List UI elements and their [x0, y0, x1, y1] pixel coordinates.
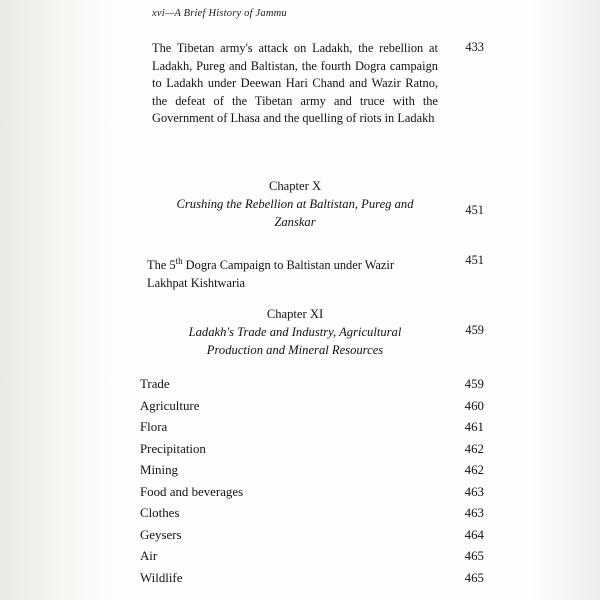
- chapter-number: Chapter XI: [266, 307, 324, 321]
- list-item-page-number: 462: [464, 463, 484, 477]
- list-item: [140, 485, 484, 507]
- list-item-label: Wildlife: [140, 570, 183, 585]
- list-item-label: Air: [140, 549, 158, 563]
- toc-entry-page-number: 451: [465, 253, 484, 267]
- toc-list: [140, 377, 484, 592]
- chapter-title-line-2: Zanskar: [274, 215, 316, 229]
- toc-entry-paragraph: The Tibetan army's attack on Ladakh, the rebellion at Ladakh, Pureg and Baltistan, the fourth Dogra campaign to Ladakh under Deewan Hari Chand and Wazir Ratno, the defeat of the Tibetan army and truce with the Government of Lhasa and the quelling of riots in Ladakh: [152, 41, 438, 126]
- list-item-page-number: 463: [464, 484, 484, 499]
- running-head: xvi—A Brief History of Jammu: [152, 8, 287, 19]
- toc-entry-text-post: Dogra Campaign to Baltistan under Wazir: [182, 258, 395, 273]
- chapter-title-line-2: Production and Mineral Resources: [206, 343, 384, 357]
- list-item-page-number: 464: [464, 527, 484, 542]
- list-item-page-number: 462: [464, 441, 484, 456]
- list-item-page-number: 465: [464, 549, 484, 563]
- chapter-heading: [152, 177, 438, 231]
- chapter-number: Chapter X: [268, 179, 322, 193]
- list-item: [140, 528, 484, 550]
- list-item-label: Geysers: [140, 527, 182, 542]
- list-item-page-number: 465: [464, 570, 484, 585]
- chapter-title-line-1: Crushing the Rebellion at Baltistan, Pureg and: [176, 197, 414, 211]
- list-item-label: Trade: [140, 377, 170, 391]
- list-item-label: Agriculture: [140, 398, 200, 413]
- list-item-label: Clothes: [140, 506, 180, 520]
- list-item-page-number: 459: [464, 377, 484, 391]
- list-item-label: Flora: [140, 420, 168, 434]
- list-item-page-number: 460: [464, 398, 484, 413]
- list-item: [140, 463, 484, 485]
- list-item: [140, 399, 484, 421]
- toc-entry-page-number: 433: [465, 40, 484, 54]
- list-item: [140, 377, 484, 399]
- chapter-page-number: 459: [465, 323, 484, 337]
- list-item-label: Food and beverages: [140, 484, 244, 499]
- toc-entry-dogra-campaign: [147, 253, 439, 292]
- list-item: [140, 549, 484, 571]
- list-item-label: Precipitation: [140, 441, 206, 456]
- toc-entry-text-line2: Lakhpat Kishtwaria: [147, 275, 246, 290]
- chapter-title-line-1: Ladakh's Trade and Industry, Agricultural: [188, 325, 402, 339]
- chapter-page-number: 451: [465, 203, 484, 217]
- list-item: [140, 420, 484, 442]
- toc-entry-superscript: th: [175, 256, 183, 266]
- toc-entry-text-pre: The 5: [147, 258, 176, 273]
- list-item: [140, 571, 484, 593]
- chapter-heading: [152, 305, 438, 359]
- list-item-page-number: 463: [464, 506, 484, 520]
- list-item-page-number: 461: [464, 420, 484, 434]
- list-item: [140, 506, 484, 528]
- list-item-label: Mining: [140, 463, 178, 477]
- list-item: [140, 442, 484, 464]
